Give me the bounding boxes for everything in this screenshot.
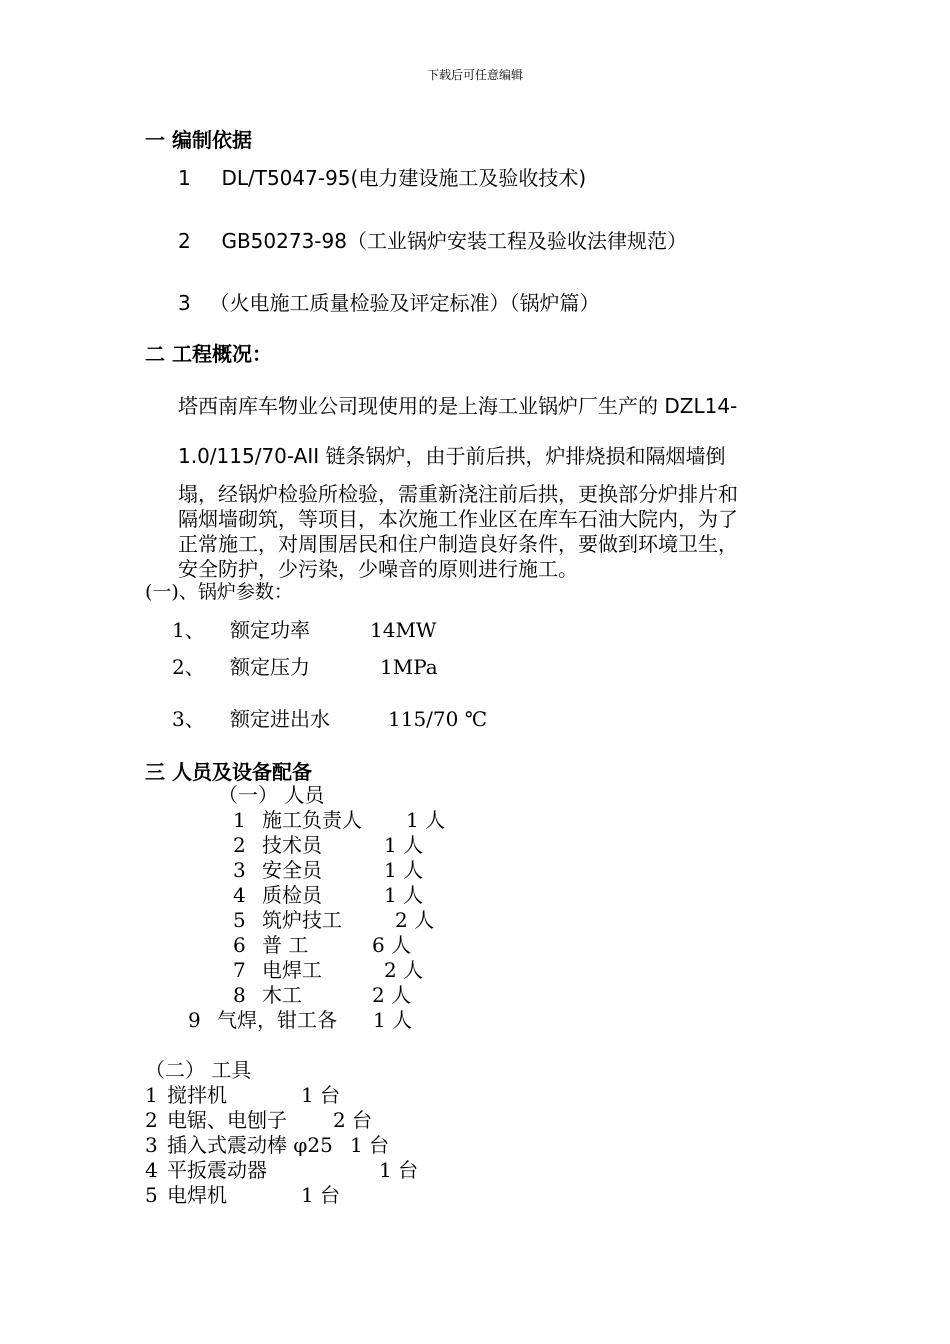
staff-number: 3	[233, 858, 246, 882]
reference-1	[178, 162, 586, 191]
overview-paragraph-line: 1.0/115/70-AII 链条锅炉，由于前后拱，炉排烧损和隔烟墙倒	[178, 444, 726, 468]
staff-role: 电焊工	[262, 958, 322, 982]
staff-role: 质检员	[262, 883, 322, 907]
staff-number: 7	[233, 958, 246, 982]
overview-paragraph-line: 正常施工，对周围居民和住户制造良好条件，要做到环境卫生，	[178, 532, 738, 556]
staff-count: 2 人	[384, 958, 424, 982]
tool-name: 平扳震动器	[167, 1158, 267, 1182]
tool-number: 1	[145, 1083, 158, 1107]
reference-text: （火电施工质量检验及评定标准）（锅炉篇）	[209, 291, 600, 315]
staff-role: 气焊，钳工各	[217, 1008, 337, 1032]
overview-paragraph-line: 隔烟墙砌筑，等项目，本次施工作业区在库车石油大院内，为了	[178, 507, 738, 531]
staff-title: （一） 人员	[218, 783, 325, 807]
param-label: 额定功率	[230, 618, 310, 642]
staff-number: 5	[233, 908, 246, 932]
param-value: 115/70 ℃	[388, 707, 488, 731]
reference-text: GB50273-98（工业锅炉安装工程及验收法律规范）	[221, 229, 687, 253]
tool-count: 1 台	[350, 1133, 390, 1157]
tool-row	[145, 1179, 340, 1208]
param-row	[172, 703, 487, 732]
staff-count: 1 人	[384, 883, 424, 907]
section1-title: 一 编制依据	[145, 128, 252, 152]
reference-text: DL/T5047-95(电力建设施工及验收技术)	[221, 166, 587, 190]
staff-role: 安全员	[262, 858, 322, 882]
tool-name: 搅拌机	[167, 1083, 227, 1107]
tools-title: （二） 工具	[145, 1058, 252, 1082]
staff-count: 1 人	[384, 833, 424, 857]
param-number: 3、	[172, 707, 205, 731]
staff-count: 1 人	[384, 858, 424, 882]
staff-count: 2 人	[372, 983, 412, 1007]
staff-count: 6 人	[372, 933, 412, 957]
tool-count: 2 台	[333, 1108, 373, 1132]
staff-count: 2 人	[395, 908, 435, 932]
staff-number: 1	[233, 808, 246, 832]
param-number: 1、	[172, 618, 205, 642]
tool-number: 2	[145, 1108, 158, 1132]
param-value: 14MW	[370, 618, 437, 642]
section2-title: 二 工程概况：	[145, 342, 272, 366]
reference-number: 1	[178, 166, 191, 190]
param-row	[172, 651, 438, 680]
staff-count: 1 人	[406, 808, 446, 832]
staff-role: 木工	[262, 983, 302, 1007]
staff-number: 4	[233, 883, 246, 907]
tool-number: 4	[145, 1158, 158, 1182]
staff-role: 筑炉技工	[262, 908, 342, 932]
tool-count: 1 台	[301, 1183, 341, 1207]
staff-role: 普 工	[262, 933, 309, 957]
staff-role: 技术员	[262, 833, 322, 857]
staff-number: 9	[188, 1008, 201, 1032]
param-value: 1MPa	[380, 655, 438, 679]
overview-paragraph-line: 塌，经锅炉检验所检验，需重新浇注前后拱，更换部分炉排片和	[178, 482, 738, 506]
tool-number: 3	[145, 1133, 158, 1157]
staff-row	[188, 1004, 412, 1033]
reference-number: 2	[178, 229, 191, 253]
staff-number: 2	[233, 833, 246, 857]
param-label: 额定进出水	[230, 707, 330, 731]
tool-count: 1 台	[379, 1158, 419, 1182]
param-number: 2、	[172, 655, 205, 679]
tool-count: 1 台	[301, 1083, 341, 1107]
params-title: (一)、锅炉参数：	[145, 581, 293, 603]
tool-name: 电焊机	[167, 1183, 227, 1207]
tool-name: 插入式震动棒 φ25	[167, 1133, 333, 1157]
overview-paragraph-line: 安全防护，少污染，少噪音的原则进行施工。	[178, 557, 578, 581]
staff-role: 施工负责人	[262, 808, 362, 832]
reference-3	[178, 287, 599, 316]
reference-number: 3	[178, 291, 191, 315]
staff-count: 1 人	[373, 1008, 413, 1032]
tool-number: 5	[145, 1183, 158, 1207]
reference-2	[178, 225, 687, 254]
param-row	[172, 614, 436, 643]
header-note: 下载后可任意编辑	[426, 68, 523, 82]
overview-paragraph-line: 塔西南库车物业公司现使用的是上海工业锅炉厂生产的 DZL14-	[178, 394, 738, 418]
tool-name: 电锯、电刨子	[167, 1108, 287, 1132]
staff-number: 8	[233, 983, 246, 1007]
section3-title: 三 人员及设备配备	[145, 760, 312, 784]
param-label: 额定压力	[230, 655, 310, 679]
staff-number: 6	[233, 933, 246, 957]
